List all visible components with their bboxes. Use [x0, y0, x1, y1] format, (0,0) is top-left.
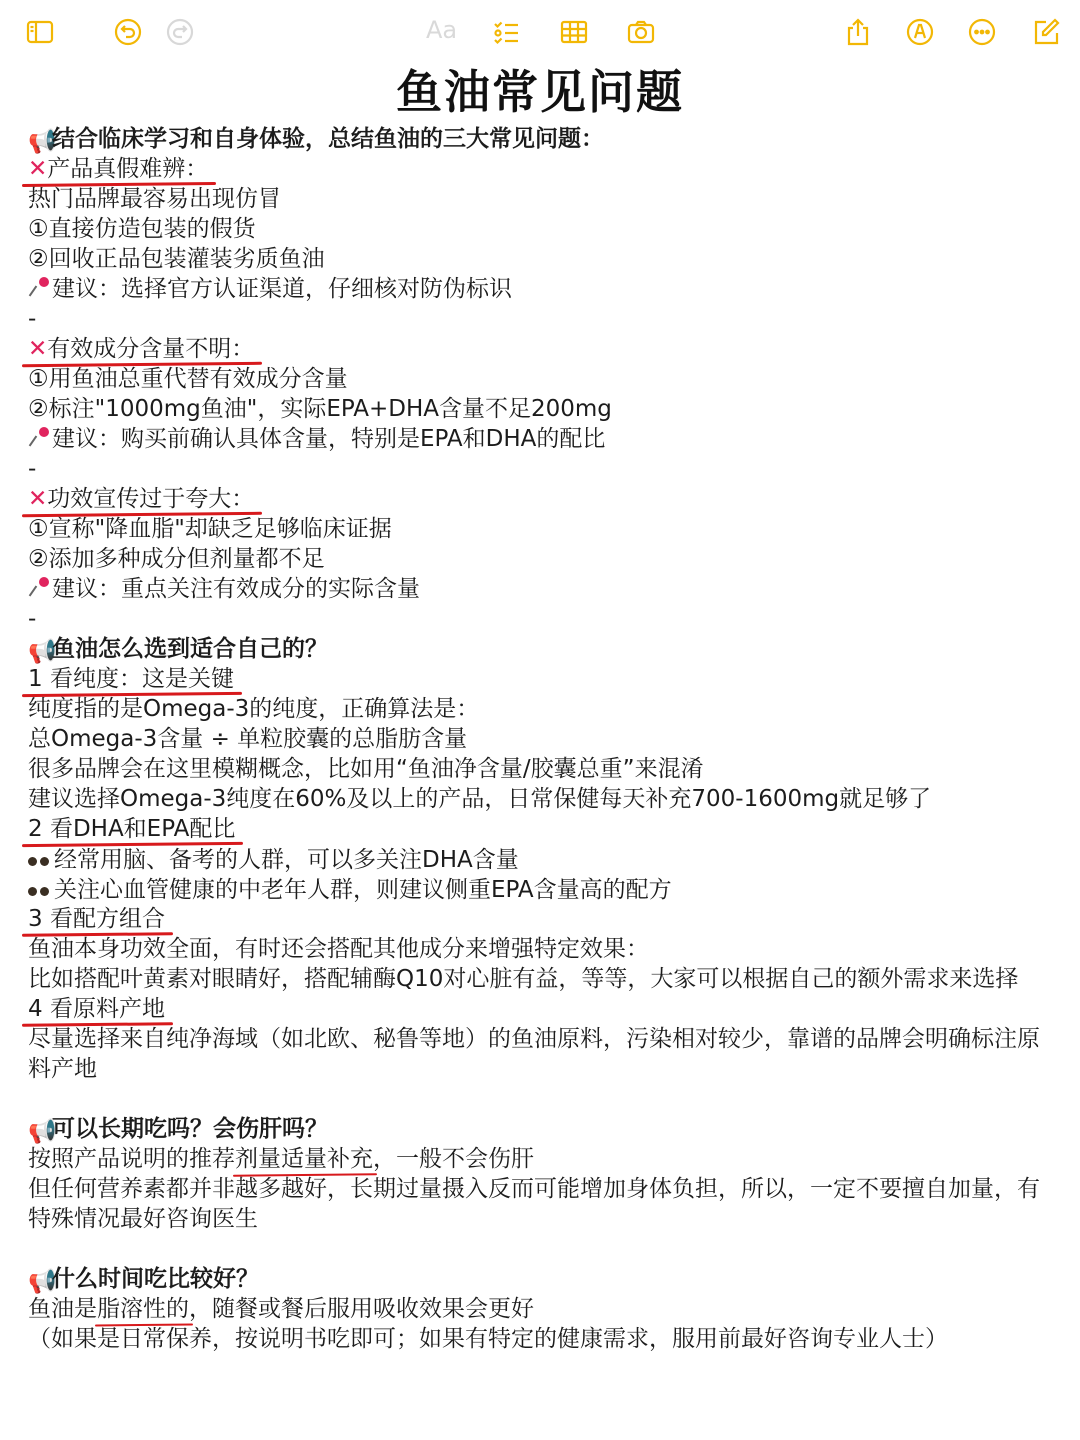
section-heading: 📢可以长期吃吗？会伤肝吗？: [28, 1116, 328, 1145]
list-item: 尽量选择来自纯净海域（如北欧、秘鲁等地）的鱼油原料，污染相对较少，靠谱的品牌会明确标注原料产地: [28, 1026, 1040, 1082]
text-format-icon[interactable]: Aa: [426, 16, 458, 44]
intro-line: 📢结合临床学习和自身体验，总结鱼油的三大常见问题：: [28, 126, 604, 155]
table-icon[interactable]: [556, 14, 592, 50]
list-item: ②标注"1000mg鱼油"，实际EPA+DHA含量不足200mg: [28, 396, 612, 422]
list-item: 比如搭配叶黄素对眼睛好，搭配辅酶Q10对心脏有益，等等，大家可以根据自己的额外需求来选择: [28, 966, 1019, 992]
redo-icon[interactable]: [162, 14, 198, 50]
markup-pen-icon[interactable]: [902, 14, 938, 50]
list-item: 经常用脑、备考的人群，可以多关注DHA含量: [28, 844, 1058, 874]
camera-icon[interactable]: [623, 14, 659, 50]
separator: -: [28, 456, 37, 482]
pushpin-icon: [28, 275, 52, 299]
list-item: ①用鱼油总重代替有效成分含量: [28, 366, 348, 392]
more-icon[interactable]: [964, 14, 1000, 50]
list-item: 纯度指的是Omega-3的纯度，正确算法是：: [28, 696, 480, 722]
cross-mark-icon: ✕: [28, 486, 48, 512]
compose-icon[interactable]: [1028, 14, 1064, 50]
list-item: 关注心血管健康的中老年人群，则建议侧重EPA含量高的配方: [28, 874, 1058, 904]
checklist-icon[interactable]: [488, 14, 524, 50]
separator: -: [28, 306, 37, 332]
problem-heading: ✕功效宣传过于夸大：: [28, 486, 255, 512]
subsection-title: 4 看原料产地: [28, 996, 165, 1022]
cross-mark-icon: ✕: [28, 336, 48, 362]
list-item: 按照产品说明的推荐剂量适量补充，一般不会伤肝: [28, 1146, 534, 1172]
undo-icon[interactable]: [110, 14, 146, 50]
notes-toolbar: [0, 0, 1080, 62]
separator: -: [28, 606, 37, 632]
megaphone-icon: 📢: [28, 129, 57, 155]
list-item: 鱼油本身功效全面，有时还会搭配其他成分来增强特定效果：: [28, 936, 649, 962]
cross-mark-icon: ✕: [28, 156, 48, 182]
pushpin-icon: [28, 425, 52, 449]
megaphone-icon: 📢: [28, 1269, 57, 1295]
advice-line: 建议：购买前确认具体含量，特别是EPA和DHA的配比: [28, 424, 1058, 454]
pushpin-icon: [28, 575, 52, 599]
list-item: 总Omega-3含量 ÷ 单粒胶囊的总脂肪含量: [28, 726, 468, 752]
section-heading: 📢鱼油怎么选到适合自己的？: [28, 636, 328, 665]
subsection-title: 3 看配方组合: [28, 906, 165, 932]
eyes-icon: [28, 874, 54, 904]
eyes-icon: [28, 844, 54, 874]
list-item: ②回收正品包装灌装劣质鱼油: [28, 246, 325, 272]
share-icon[interactable]: [840, 14, 876, 50]
megaphone-icon: 📢: [28, 639, 57, 665]
list-item: 鱼油是脂溶性的，随餐或餐后服用吸收效果会更好: [28, 1296, 534, 1322]
list-item: ①直接仿造包装的假货: [28, 216, 256, 242]
sidebar-icon[interactable]: [22, 14, 58, 50]
list-item: （如果是日常保养，按说明书吃即可；如果有特定的健康需求，服用前最好咨询专业人士）: [28, 1326, 948, 1352]
list-item: 热门品牌最容易出现仿冒: [28, 186, 281, 212]
list-item: ①宣称"降血脂"却缺乏足够临床证据: [28, 516, 392, 542]
advice-line: 建议：选择官方认证渠道，仔细核对防伪标识: [28, 274, 1058, 304]
problem-heading: ✕产品真假难辨：: [28, 156, 209, 182]
list-item: 但任何营养素都并非越多越好，长期过量摄入反而可能增加身体负担，所以，一定不要擅自加量，有特殊情况最好咨询医生: [28, 1176, 1040, 1232]
section-heading: 📢什么时间吃比较好？: [28, 1266, 259, 1295]
megaphone-icon: 📢: [28, 1119, 57, 1145]
list-item: 建议选择Omega-3纯度在60%及以上的产品，日常保健每天补充700-1600mg就足够了: [28, 786, 932, 812]
subsection-title: 1 看纯度：这是关键: [28, 666, 234, 692]
note-body[interactable]: [28, 124, 1058, 1354]
advice-line: 建议：重点关注有效成分的实际含量: [28, 574, 1058, 604]
note-title: 鱼油常见问题: [396, 65, 684, 119]
list-item: ②添加多种成分但剂量都不足: [28, 546, 325, 572]
subsection-title: 2 看DHA和EPA配比: [28, 816, 236, 842]
problem-heading: ✕有效成分含量不明：: [28, 336, 255, 362]
list-item: 很多品牌会在这里模糊概念，比如用“鱼油净含量/胶囊总重”来混淆: [28, 756, 704, 782]
